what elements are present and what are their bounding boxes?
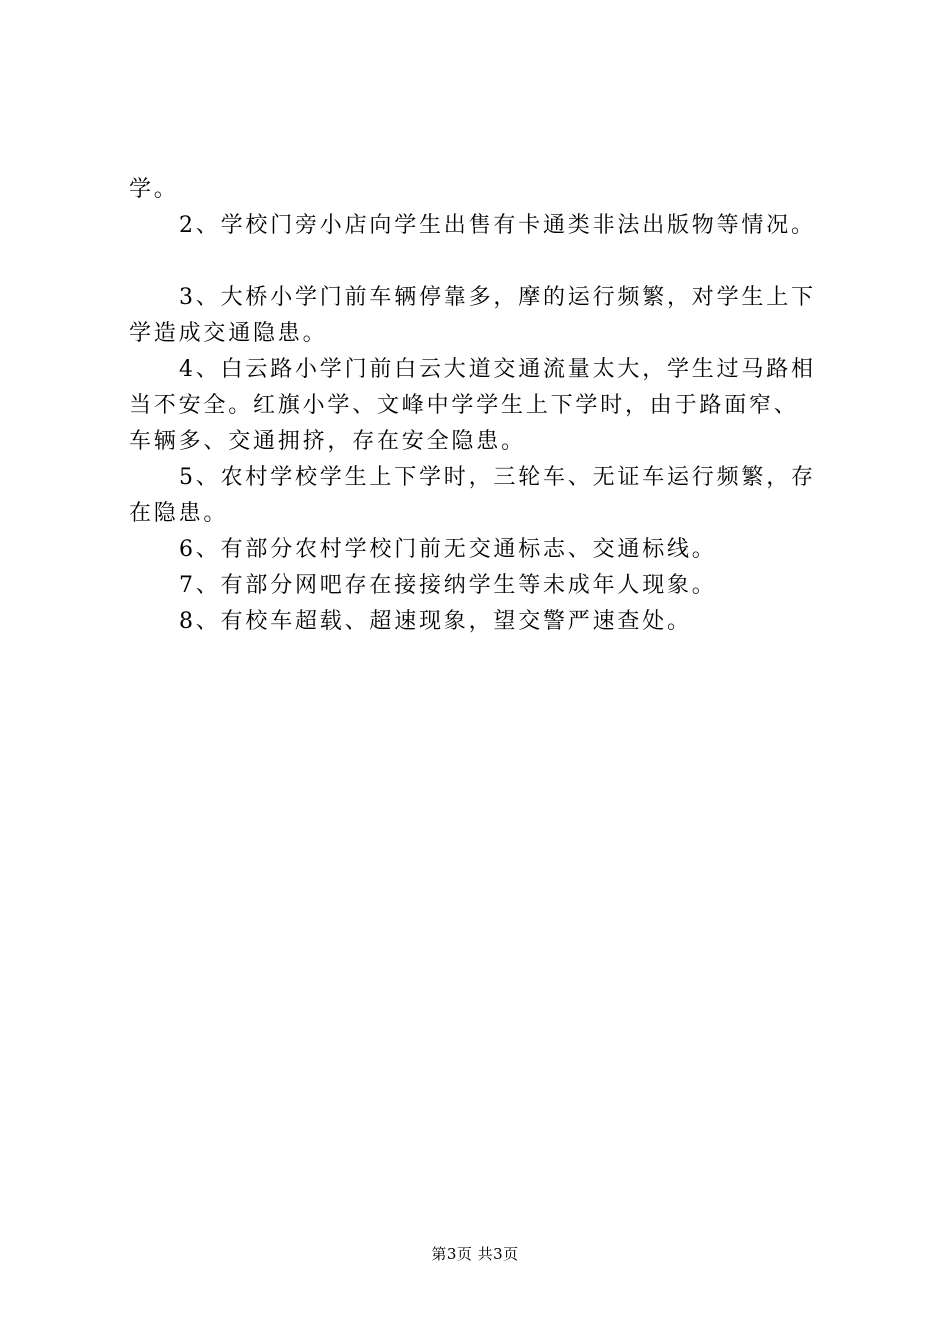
paragraph-line: 学。 — [129, 177, 179, 202]
paragraph-line: 4、白云路小学门前白云大道交通流量太大，学生过马路相 — [179, 357, 816, 382]
paragraph-line: 在隐患。 — [129, 501, 229, 526]
paragraph-line: 5、农村学校学生上下学时，三轮车、无证车运行频繁，存 — [179, 465, 816, 490]
paragraph-line: 2、学校门旁小店向学生出售有卡通类非法出版物等情况。 — [179, 213, 816, 238]
paragraph-line: 6、有部分农村学校门前无交通标志、交通标线。 — [179, 537, 717, 562]
page-footer — [0, 1244, 950, 1264]
paragraph-line: 当不安全。红旗小学、文峰中学学生上下学时，由于路面窄、 — [129, 393, 799, 418]
paragraph-line: 7、有部分网吧存在接接纳学生等未成年人现象。 — [179, 573, 717, 598]
paragraph-line: 学造成交通隐患。 — [129, 321, 328, 346]
paragraph-line: 8、有校车超载、超速现象，望交警严速查处。 — [179, 609, 692, 634]
page-number: 第3页 共3页 — [431, 1245, 519, 1263]
document-body — [129, 172, 829, 640]
paragraph-line: 3、大桥小学门前车辆停靠多，摩的运行频繁，对学生上下 — [179, 285, 816, 310]
paragraph-line: 车辆多、交通拥挤，存在安全隐患。 — [129, 429, 526, 454]
